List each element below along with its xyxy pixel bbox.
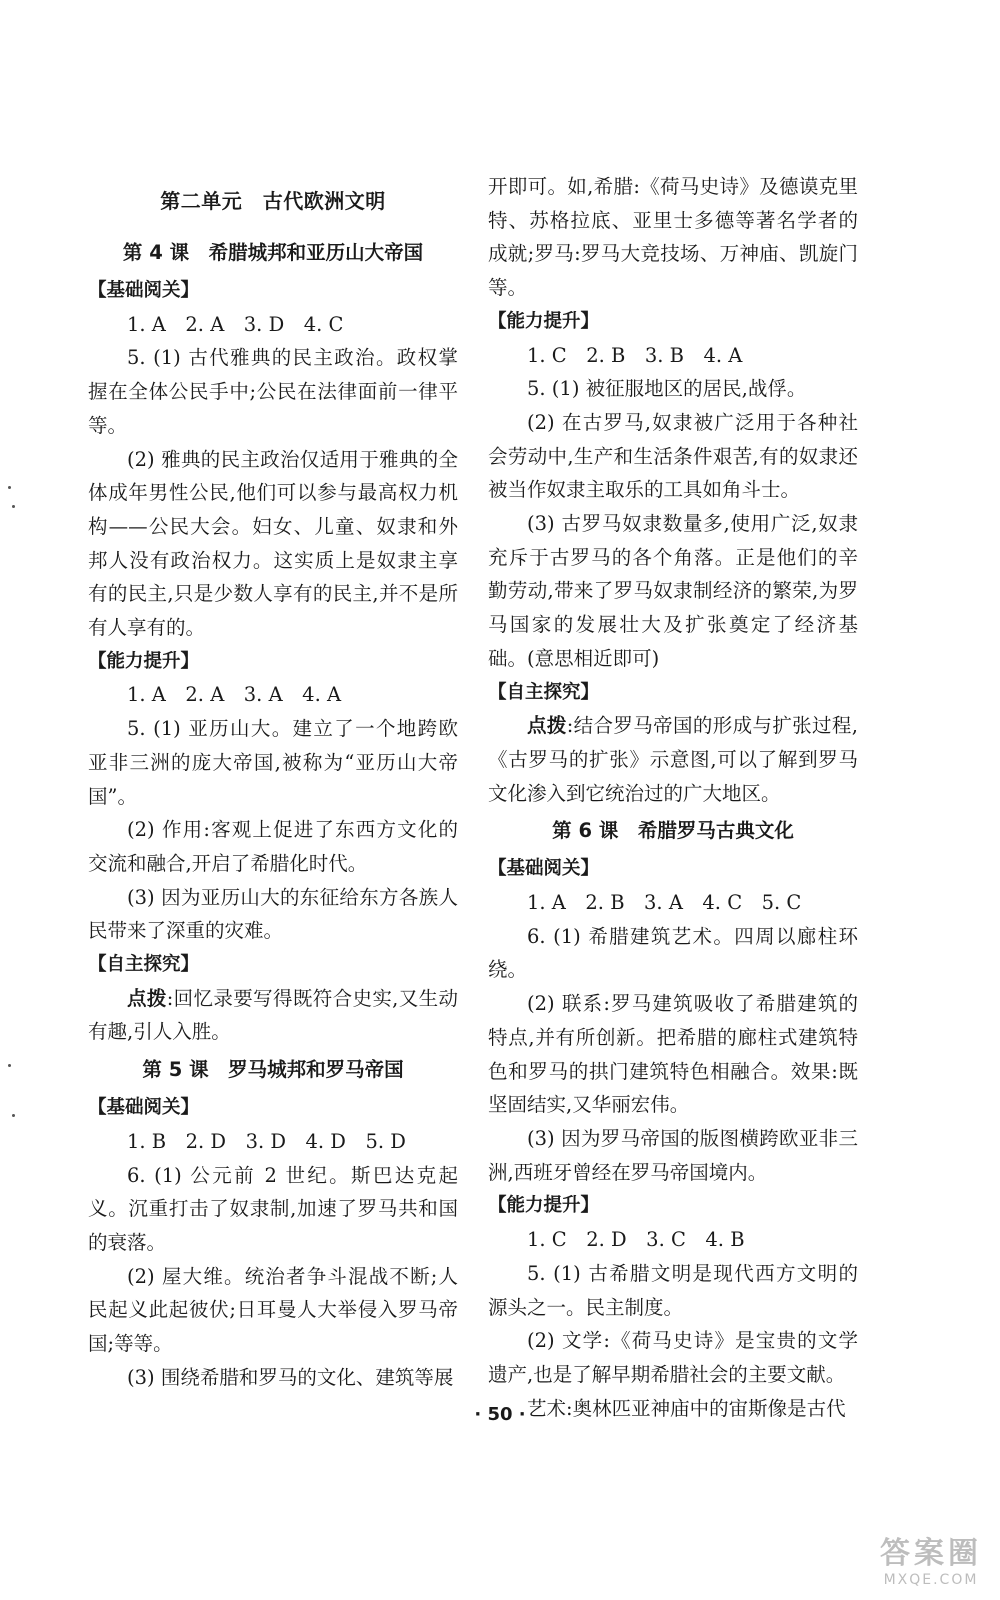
section-header-ability: 【能力提升】 [488,310,600,332]
answer-paragraph: (3) 因为亚历山大的东征给东方各族人民带来了深重的灾难。 [88,885,458,943]
hint-label: 点拨 [527,714,567,738]
answer-paragraph: 6. (1) 希腊建筑艺术。四周以廊柱环绕。 [488,924,858,982]
answers-line: 1. B 2. D 3. D 4. D 5. D [127,1129,406,1153]
right-column [488,170,858,1425]
hint-label: 点拨 [127,986,167,1010]
lesson-6-title: 第 6 课 希腊罗马古典文化 [552,819,794,843]
margin-mark [8,486,11,489]
section-header-basic: 【基础阅关】 [88,1097,200,1119]
answers-line: 1. C 2. D 3. C 4. B [527,1228,745,1252]
lesson-4-title: 第 4 课 希腊城邦和亚历山大帝国 [122,241,424,264]
section-header-explore: 【自主探究】 [488,681,600,703]
left-column [88,170,458,1395]
section-header-explore: 【自主探究】 [88,954,200,976]
answer-paragraph: (3) 古罗马奴隶数量多,使用广泛,奴隶充斥于古罗马的各个角落。正是他们的辛勤劳动,带来了罗马奴隶制经济的繁荣,为罗马国家的发展壮大及扩张奠定了经济基础。(意思相近即可) [488,512,858,670]
watermark-url: MXQE.COM [883,1572,979,1588]
section-header-ability: 【能力提升】 [88,650,200,672]
answers-line: 1. C 2. B 3. B 4. A [527,343,743,367]
answer-paragraph: 5. (1) 古希腊文明是现代西方文明的源头之一。民主制度。 [488,1261,858,1319]
answer-paragraph: (2) 雅典的民主政治仅适用于雅典的全体成年男性公民,他们可以参与最高权力机构——公民大会。妇女、儿童、奴隶和外邦人没有政治权力。这实质上是奴隶主享有的民主,只是少数人享有的民主,并不是所有人享有的。 [88,447,458,640]
answer-paragraph: (3) 围绕希腊和罗马的文化、建筑等展 [127,1365,454,1389]
answer-paragraph: (2) 在古罗马,奴隶被广泛用于各种社会劳动中,生产和生活条件艰苦,有的奴隶还被当作奴隶主取乐的工具如角斗士。 [488,410,858,502]
watermark-text: 答案圈 [880,1536,982,1571]
answer-paragraph: (3) 因为罗马帝国的版图横跨欧亚非三洲,西班牙曾经在罗马帝国境内。 [488,1126,858,1184]
hint-text: :回忆录要写得既符合史实,又生动有趣,引人入胜。 [88,986,458,1044]
page-number: · 50 · [474,1404,526,1425]
answer-paragraph: (2) 文学:《荷马史诗》是宝贵的文学遗产,也是了解早期希腊社会的主要文献。 [488,1329,858,1386]
answer-paragraph: (2) 作用:客观上促进了东西方文化的交流和融合,开启了希腊化时代。 [88,818,458,875]
section-header-basic: 【基础阅关】 [88,280,200,301]
answers-line: 1. A 2. A 3. A 4. A [127,683,342,707]
answer-paragraph: (2) 屋大维。统治者争斗混战不断;人民起义此起彼伏;日耳曼人大举侵入罗马帝国;等等。 [88,1264,458,1356]
unit-title: 第二单元 古代欧洲文明 [160,189,386,213]
answer-paragraph: (2) 联系:罗马建筑吸收了希腊建筑的特点,并有所创新。把希腊的廊柱式建筑特色和罗马的拱门建筑特色相融合。效果:既坚固结实,又华丽宏伟。 [488,992,858,1117]
hint-text: :结合罗马帝国的形成与扩张过程,《古罗马的扩张》示意图,可以了解到罗马文化渗入到它统治过的广大地区。 [488,714,858,805]
continued-paragraph: 开即可。如,希腊:《荷马史诗》及德谟克里特、苏格拉底、亚里士多德等著名学者的成就;罗马:罗马大竞技场、万神庙、凯旋门等。 [488,175,858,300]
margin-mark [12,505,15,508]
margin-mark [12,1114,15,1117]
section-header-ability: 【能力提升】 [488,1195,600,1217]
answer-paragraph: 5. (1) 被征服地区的居民,战俘。 [527,377,807,401]
answer-paragraph: 5. (1) 古代雅典的民主政治。政权掌握在全体公民手中;公民在法律面前一律平等。 [88,346,458,437]
section-header-basic: 【基础阅关】 [488,858,600,880]
answers-line: 1. A 2. B 3. A 4. C 5. C [527,891,802,915]
answer-paragraph: 5. (1) 亚历山大。建立了一个地跨欧亚非三洲的庞大帝国,被称为“亚历山大帝国”。 [88,717,458,808]
answer-paragraph: 艺术:奥林匹亚神庙中的宙斯像是古代 [527,1396,846,1420]
hint-paragraph [88,982,458,1049]
hint-paragraph [488,709,858,810]
answers-line: 1. A 2. A 3. D 4. C [127,312,344,336]
watermark-logo [880,1536,982,1588]
answer-paragraph: 6. (1) 公元前 2 世纪。斯巴达克起义。沉重打击了奴隶制,加速了罗马共和国的衰落。 [88,1163,458,1254]
margin-mark [8,1064,11,1067]
lesson-5-title: 第 5 课 罗马城邦和罗马帝国 [142,1058,404,1082]
